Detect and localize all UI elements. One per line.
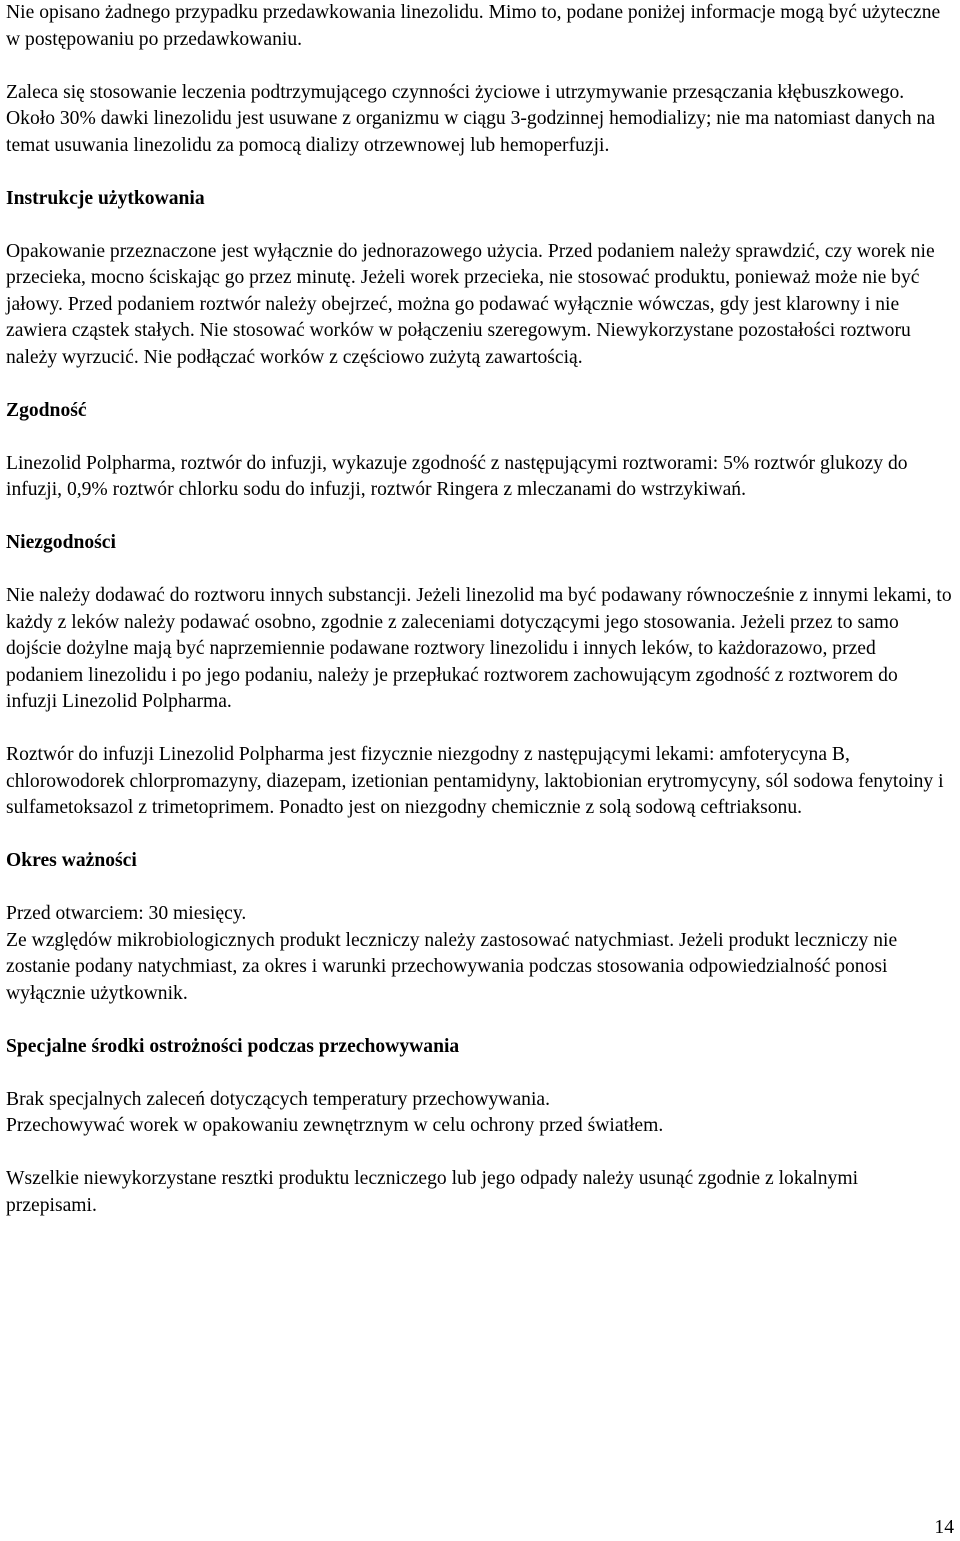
shelf-life-microbiological: Ze względów mikrobiologicznych produkt leczniczy należy zastosować natychmiast. Jeżeli produkt leczniczy nie zostanie podany natychmiast, za okres i warunki przechowywania podczas stosowania odpowiedzialność ponosi wyłącznie użytkownik. bbox=[6, 929, 898, 1004]
storage-temperature: Brak specjalnych zaleceń dotyczących temperatury przechowywania. bbox=[6, 1088, 550, 1110]
section-heading-shelf-life: Okres ważności bbox=[6, 850, 137, 871]
section-heading-compatibility: Zgodność bbox=[6, 399, 87, 421]
document-page bbox=[6, 0, 952, 1219]
physical-incompatibility-paragraph: Roztwór do infuzji Linezolid Polpharma jest fizycznie niezgodny z następującymi lekami: amfoterycyna B, chlorowodorek chlorpromazyny, diazepam, izetionian pentamidyny, laktobionian erytromycyny, sól sodowa fenytoiny i sulfametoksazol z trimetoprimem. Ponadto jest on niezgodny chemicznie z solą sodową ceftriaksonu. bbox=[6, 744, 944, 818]
incompatibilities-paragraph: Nie należy dodawać do roztworu innych substancji. Jeżeli linezolid ma być podawany równocześnie z innymi lekami, to każdy z leków należy podawać osobno, zgodnie z zaleceniami dotyczącymi jego stosowania. Jeżeli przez to samo dojście dożylne mają być naprzemiennie podawane roztwory linezolidu i innych leków, to każdorazowo, przed podaniem linezolidu i po jego podaniu, należy je przepłukać roztworem zachowującym zgodność z roztworem do infuzji Linezolid Polpharma. bbox=[6, 585, 952, 712]
section-heading-instructions: Instrukcje użytkowania bbox=[6, 187, 205, 209]
shelf-life-unopened: Przed otwarciem: 30 miesięcy. bbox=[6, 903, 247, 924]
section-heading-storage: Specjalne środki ostrożności podczas przechowywania bbox=[6, 1035, 460, 1057]
instructions-paragraph: Opakowanie przeznaczone jest wyłącznie do jednorazowego użycia. Przed podaniem należy sprawdzić, czy worek nie przecieka, mocno ściskając go przez minutę. Jeżeli worek przecieka, nie stosować produktu, ponieważ może nie być jałowy. Przed podaniem roztwór należy obejrzeć, można go podawać wyłącznie wówczas, gdy jest klarowny i nie zawiera cząstek stałych. Nie stosować worków w połączeniu szeregowym. Niewykorzystane pozostałości roztworu należy wyrzucić. Nie podłączać worków z częściowo zużytą zawartością. bbox=[6, 240, 935, 368]
page-number: 14 bbox=[934, 1517, 954, 1538]
disposal-paragraph: Wszelkie niewykorzystane resztki produktu leczniczego lub jego odpady należy usunąć zgodnie z lokalnymi przepisami. bbox=[6, 1168, 859, 1216]
overdose-paragraph: Nie opisano żadnego przypadku przedawkowania linezolidu. Mimo to, podane poniżej informacje mogą być użyteczne w postępowaniu po przedawkowaniu. bbox=[6, 2, 941, 50]
overdose-treatment-paragraph: Zaleca się stosowanie leczenia podtrzymującego czynności życiowe i utrzymywanie przesączania kłębuszkowego. Około 30% dawki linezolidu jest usuwane z organizmu w ciągu 3-godzinnej hemodializy; nie ma natomiast danych na temat usuwania linezolidu za pomocą dializy otrzewnowej lub hemoperfuzji. bbox=[6, 81, 936, 156]
section-heading-incompatibilities: Niezgodności bbox=[6, 532, 116, 553]
storage-light: Przechowywać worek w opakowaniu zewnętrznym w celu ochrony przed światłem. bbox=[6, 1115, 664, 1136]
compatibility-paragraph: Linezolid Polpharma, roztwór do infuzji, wykazuje zgodność z następującymi roztworami: 5% roztwór glukozy do infuzji, 0,9% roztwór chlorku sodu do infuzji, roztwór Ringera z mleczanami do wstrzykiwań. bbox=[6, 452, 908, 500]
